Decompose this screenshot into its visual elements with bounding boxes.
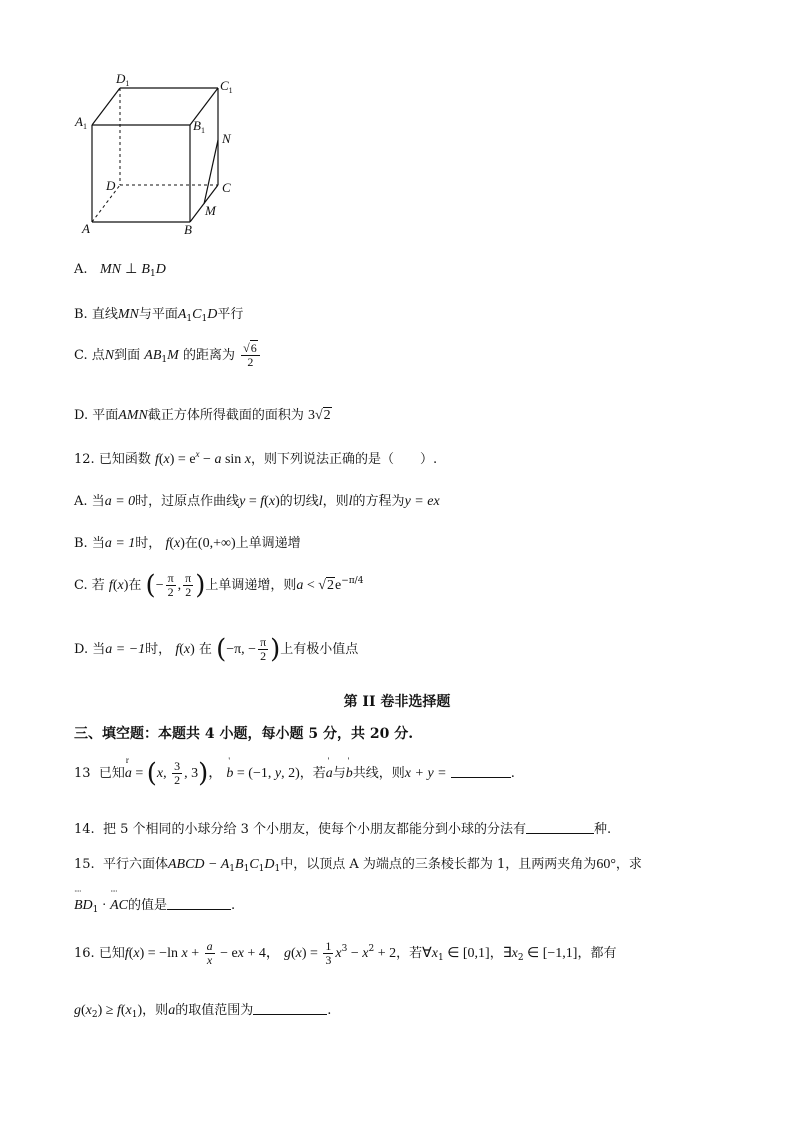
q12-stem: 12. 已知函数 $f(x) = e^x - a$ sin x，则下列说法正确的是（ ）. xyxy=(74,449,438,467)
label-D1: $D_1$ xyxy=(116,71,130,88)
section3-heading: 三、填空题：本题共 4 小题，每小题 5 分，共 20 分. xyxy=(74,726,414,742)
label-B1: $B_1$ xyxy=(193,118,205,135)
label-M: M xyxy=(205,203,216,218)
q11-option-b: B. 直线MN与平面$A_1C_1D$平行 xyxy=(74,307,244,324)
q12-option-a: A. 当a = 0时，过原点作曲线y = f(x)的切线l，则l的方程为y = ex xyxy=(74,494,440,509)
label-B: B xyxy=(184,222,192,237)
q12-option-b: B. 当a = 1时， f(x)在(0,+∞)上单调递增 xyxy=(74,536,301,551)
q11-option-d: D. 平面AMN截正方体所得截面的面积为 3√2 xyxy=(74,408,331,423)
cube-figure xyxy=(72,70,252,240)
q13: 13 已知r a = (x, $\frac{3}{2}$ , 3)， ' b = (−1, y, 2)，若' a与' b共线，则x + y = . xyxy=(74,760,515,787)
edge-A1D1 xyxy=(92,88,120,125)
label-D: D xyxy=(106,178,116,193)
label-C: C xyxy=(222,180,231,195)
label-C1: $C_1$ xyxy=(220,78,233,95)
q12-option-c: C. 若 f(x)在 (− $\frac{\pi}{2}$ , $\frac{\pi}{2}$ )上单调递增，则$a < √2e^{-\pi/4}$ xyxy=(74,570,364,601)
label-A1: $A_1$ xyxy=(75,114,87,131)
q11-option-a: A. MN ⊥ $B_1D$ xyxy=(74,262,166,279)
label-N: N xyxy=(222,131,231,146)
part2-title: 第 II 卷非选择题 xyxy=(343,694,451,710)
fraction-sqrt6-over-2: $\frac{√6}{2}$ xyxy=(241,342,260,369)
q16-line2: $g(x_2) \ge f(x_1)$，则a的取值范围为 . xyxy=(74,1003,332,1020)
q15-line2: ···· $BD_1$ · ···· AC的值是 . xyxy=(74,894,235,915)
q16-line1: 16. 已知f(x) = −ln x + $\frac{a}{x}$ − ex + 4， g(x) = $\frac{1}{3}$ $x^3 - x^2 + 2$，若$\forall x_1$ ∈ [0,1]，$\exists x_2$ ∈ [−1,1]，都有 xyxy=(74,939,617,967)
q15-line1: 15. 平行六面体ABCD − $A_1B_1C_1D_1$中，以顶点 A 为端点的三条棱长都为 1，且两两夹角为60°，求 xyxy=(74,857,642,874)
q14: 14. 把 5 个相同的小球分给 3 个小朋友，使每个小朋友都能分到小球的分法有 种. xyxy=(74,822,612,837)
label-A: A xyxy=(82,221,90,236)
q12-option-d: D. 当a = −1时， f(x) 在 (−π, − $\frac{\pi}{2}$ )上有极小值点 xyxy=(74,634,359,665)
q13-answer-blank[interactable] xyxy=(451,765,511,778)
q16-answer-blank[interactable] xyxy=(253,1002,327,1015)
q14-answer-blank[interactable] xyxy=(526,821,594,834)
q11-option-c: C. 点N到面 $AB_1M$ 的距离为 $\frac{√6}{2}$ xyxy=(74,342,262,369)
q15-answer-blank[interactable] xyxy=(167,897,231,910)
